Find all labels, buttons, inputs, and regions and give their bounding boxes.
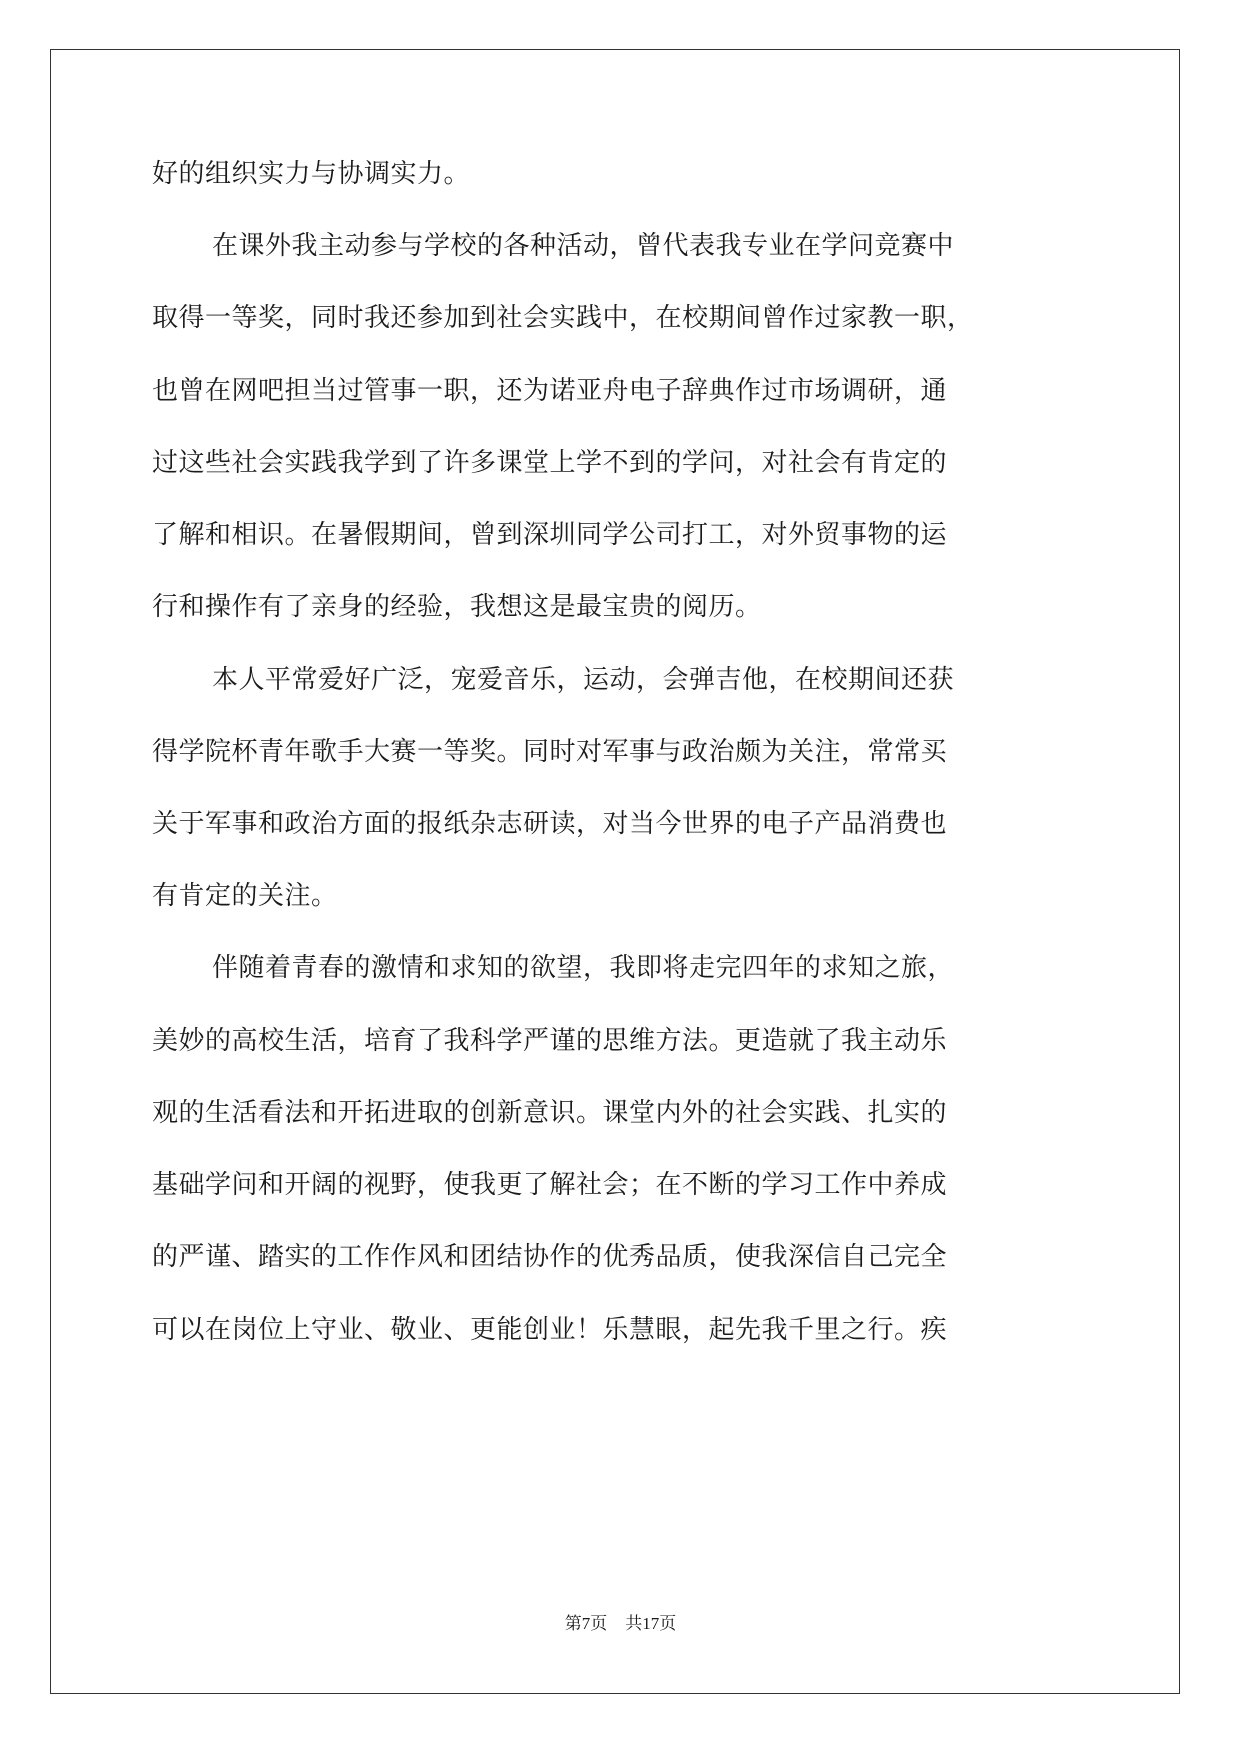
text-line: 取得一等奖，同时我还参加到社会实践中，在校期间曾作过家教一职，	[152, 303, 974, 333]
text-line: 行和操作有了亲身的经验，我想这是最宝贵的阅历。	[152, 592, 762, 622]
page-footer	[0, 1612, 1241, 1636]
text-line: 了解和相识。在暑假期间，曾到深圳同学公司打工，对外贸事物的运	[152, 520, 948, 550]
text-line: 基础学问和开阔的视野，使我更了解社会；在不断的学习工作中养成	[152, 1170, 948, 1200]
page-total: 共17页	[625, 1614, 677, 1633]
text-line: 的严谨、踏实的工作作风和团结协作的优秀品质，使我深信自己完全	[152, 1242, 948, 1272]
text-line: 过这些社会实践我学到了许多课堂上学不到的学问，对社会有肯定的	[152, 448, 948, 478]
text-line: 可以在岗位上守业、敬业、更能创业！乐慧眼，起先我千里之行。疾	[152, 1315, 948, 1345]
text-line: 本人平常爱好广泛，宠爱音乐，运动，会弹吉他，在校期间还获	[212, 665, 955, 695]
text-line: 好的组织实力与协调实力。	[152, 159, 471, 189]
text-line: 在课外我主动参与学校的各种活动，曾代表我专业在学问竞赛中	[212, 231, 955, 261]
page-border	[50, 49, 1180, 1694]
text-line: 观的生活看法和开拓进取的创新意识。课堂内外的社会实践、扎实的	[152, 1098, 948, 1128]
text-line: 也曾在网吧担当过管事一职，还为诺亚舟电子辞典作过市场调研，通	[152, 376, 948, 406]
text-line: 有肯定的关注。	[152, 881, 338, 911]
text-line: 美妙的高校生活，培育了我科学严谨的思维方法。更造就了我主动乐	[152, 1026, 948, 1056]
page-number: 第7页	[564, 1614, 608, 1633]
text-line: 得学院杯青年歌手大赛一等奖。同时对军事与政治颇为关注，常常买	[152, 737, 948, 767]
text-line: 关于军事和政治方面的报纸杂志研读，对当今世界的电子产品消费也	[152, 809, 948, 839]
text-line: 伴随着青春的激情和求知的欲望，我即将走完四年的求知之旅，	[212, 953, 955, 983]
